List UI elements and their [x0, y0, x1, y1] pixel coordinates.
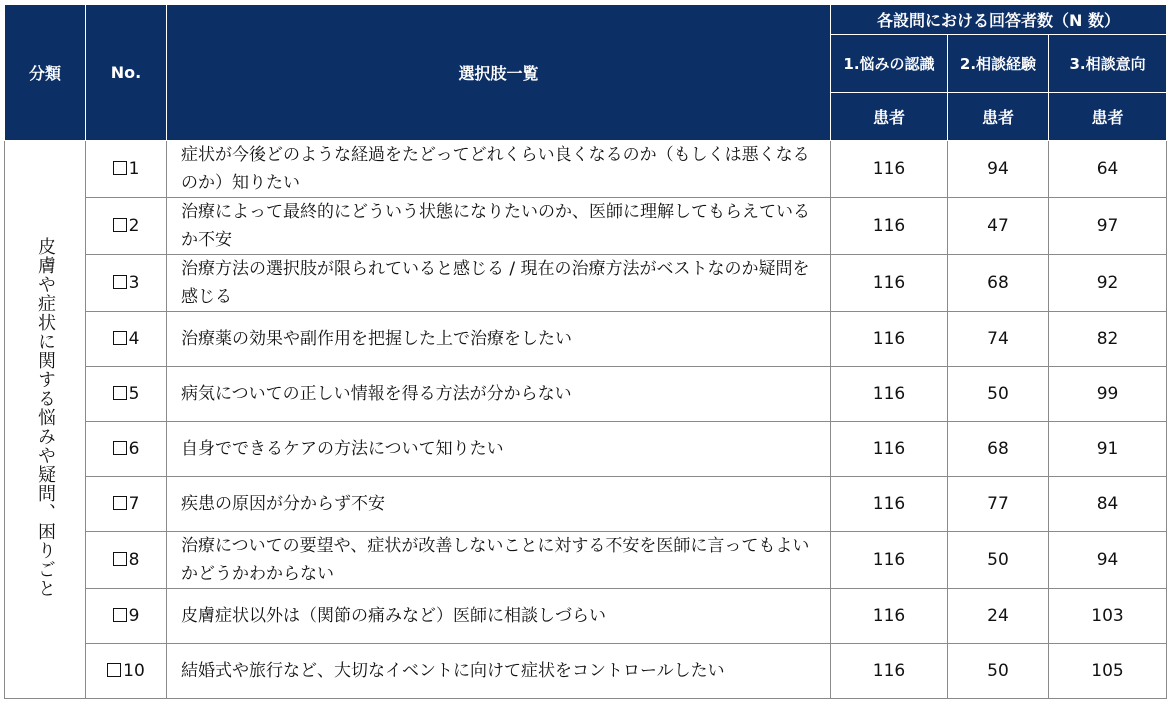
table-row: [5, 644, 1167, 699]
count-q3: 97: [1049, 198, 1167, 255]
count-q3: 64: [1049, 141, 1167, 198]
option-text: 症状が今後どのような経過をたどってどれくらい良くなるのか（もしくは悪くなるのか）知りたい: [167, 141, 831, 198]
row-number: 8: [86, 532, 167, 589]
row-number: 7: [86, 477, 167, 532]
count-q1: 116: [831, 477, 948, 532]
count-q3: 105: [1049, 644, 1167, 699]
count-q2: 50: [948, 367, 1049, 422]
count-q1: 116: [831, 422, 948, 477]
checkbox-icon: [113, 161, 127, 175]
checkbox-icon: [113, 331, 127, 345]
checkbox-icon: [113, 441, 127, 455]
checkbox-icon: [107, 663, 121, 677]
table-row: [5, 198, 1167, 255]
header-q3-consultation-intent: 3.相談意向: [1049, 35, 1167, 93]
count-q2: 74: [948, 312, 1049, 367]
option-text: 自身でできるケアの方法について知りたい: [167, 422, 831, 477]
header-response-counts: 各設問における回答者数（N 数）: [831, 5, 1167, 35]
count-q1: 116: [831, 532, 948, 589]
table-row: [5, 422, 1167, 477]
checkbox-icon: [113, 496, 127, 510]
header-q2-consultation-experience: 2.相談経験: [948, 35, 1049, 93]
count-q3: 94: [1049, 532, 1167, 589]
option-text: 治療方法の選択肢が限られていると感じる / 現在の治療方法がベストなのか疑問を感じる: [167, 255, 831, 312]
row-number: 4: [86, 312, 167, 367]
header-category: 分類: [5, 5, 86, 141]
count-q3: 99: [1049, 367, 1167, 422]
header-options: 選択肢一覧: [167, 5, 831, 141]
row-number: 3: [86, 255, 167, 312]
header-respondent-q3: 患者: [1049, 93, 1167, 141]
count-q3: 84: [1049, 477, 1167, 532]
option-text: 病気についての正しい情報を得る方法が分からない: [167, 367, 831, 422]
checkbox-icon: [113, 275, 127, 289]
count-q2: 24: [948, 589, 1049, 644]
checkbox-icon: [113, 552, 127, 566]
row-number: 10: [86, 644, 167, 699]
table-row: [5, 312, 1167, 367]
count-q2: 94: [948, 141, 1049, 198]
count-q1: 116: [831, 644, 948, 699]
option-text: 疾患の原因が分からず不安: [167, 477, 831, 532]
count-q3: 91: [1049, 422, 1167, 477]
row-number: 2: [86, 198, 167, 255]
count-q2: 47: [948, 198, 1049, 255]
count-q1: 116: [831, 367, 948, 422]
count-q3: 103: [1049, 589, 1167, 644]
checkbox-icon: [113, 386, 127, 400]
checkbox-icon: [113, 218, 127, 232]
option-text: 治療についての要望や、症状が改善しないことに対する不安を医師に言ってもよいかどうかわからない: [167, 532, 831, 589]
row-number: 6: [86, 422, 167, 477]
table-row: [5, 367, 1167, 422]
table-row: [5, 141, 1167, 198]
header-no: No.: [86, 5, 167, 141]
header-respondent-q2: 患者: [948, 93, 1049, 141]
count-q1: 116: [831, 141, 948, 198]
option-text: 皮膚症状以外は（関節の痛みなど）医師に相談しづらい: [167, 589, 831, 644]
count-q3: 82: [1049, 312, 1167, 367]
row-number: 5: [86, 367, 167, 422]
header-q1-awareness: 1.悩みの認識: [831, 35, 948, 93]
count-q2: 50: [948, 532, 1049, 589]
count-q1: 116: [831, 589, 948, 644]
option-text: 治療薬の効果や副作用を把握した上で治療をしたい: [167, 312, 831, 367]
count-q1: 116: [831, 312, 948, 367]
table-row: [5, 532, 1167, 589]
category-label: 皮膚や症状に関する悩みや疑問、困りごと: [35, 236, 56, 598]
table-row: [5, 255, 1167, 312]
count-q2: 68: [948, 422, 1049, 477]
table-row: [5, 477, 1167, 532]
checkbox-icon: [113, 608, 127, 622]
table-row: [5, 589, 1167, 644]
count-q3: 92: [1049, 255, 1167, 312]
count-q1: 116: [831, 198, 948, 255]
category-cell: [5, 141, 86, 699]
header-respondent-q1: 患者: [831, 93, 948, 141]
survey-table: [4, 4, 1167, 699]
option-text: 結婚式や旅行など、大切なイベントに向けて症状をコントロールしたい: [167, 644, 831, 699]
count-q2: 50: [948, 644, 1049, 699]
count-q1: 116: [831, 255, 948, 312]
row-number: 1: [86, 141, 167, 198]
count-q2: 77: [948, 477, 1049, 532]
option-text: 治療によって最終的にどういう状態になりたいのか、医師に理解してもらえているか不安: [167, 198, 831, 255]
count-q2: 68: [948, 255, 1049, 312]
row-number: 9: [86, 589, 167, 644]
